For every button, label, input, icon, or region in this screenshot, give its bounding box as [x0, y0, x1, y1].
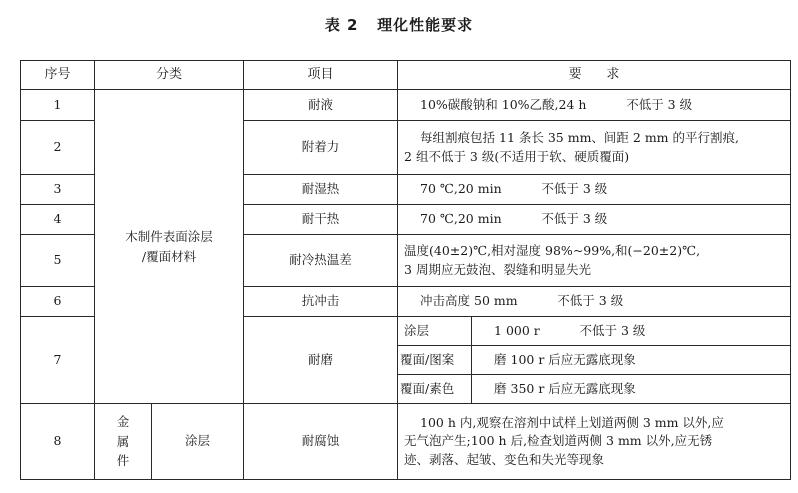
row-item: 耐腐蚀 — [244, 404, 398, 480]
row-requirement: 温度(40±2)℃,相对湿度 98%~99%,和(−20±2)℃, 3 周期应无鼓泡、裂缝和明显失光 — [398, 235, 791, 287]
header-requirement: 要 求 — [398, 61, 791, 90]
row-seq: 8 — [21, 404, 95, 480]
row-item: 耐冷热温差 — [244, 235, 398, 287]
row-seq: 4 — [21, 205, 95, 235]
subitem-requirement: 1 000 r 不低于 3 级 — [472, 317, 791, 346]
row-item: 耐液 — [244, 90, 398, 121]
category-metal: 金 属 件 — [95, 404, 152, 480]
subcategory-metal: 涂层 — [152, 404, 244, 480]
row-seq: 5 — [21, 235, 95, 287]
subitem-name: 涂层 — [398, 317, 472, 346]
row-seq: 2 — [21, 121, 95, 175]
requirements-table — [20, 60, 791, 480]
row-item: 耐湿热 — [244, 175, 398, 205]
row-item: 耐干热 — [244, 205, 398, 235]
header-seq: 序号 — [21, 61, 95, 90]
page-title: 表 2 理化性能要求 — [324, 16, 474, 34]
row-requirement: 10%碳酸钠和 10%乙酸,24 h 不低于 3 级 — [398, 90, 791, 121]
row-seq: 6 — [21, 287, 95, 317]
subitem-requirement: 磨 100 r 后应无露底现象 — [472, 346, 791, 375]
row-requirement: 100 h 内,观察在溶剂中试样上划道两侧 3 mm 以外,应 无气泡产生;100 h 后,检查划道两侧 3 mm 以外,应无锈 迹、剥落、起皱、变色和失光等现象 — [398, 404, 791, 480]
row-requirement: 每组割痕包括 11 条长 35 mm、间距 2 mm 的平行割痕, 2 组不低于 3 级(不适用于软、硬质覆面) — [398, 121, 791, 175]
table-row — [21, 404, 791, 480]
row-seq: 3 — [21, 175, 95, 205]
row-requirement: 冲击高度 50 mm 不低于 3 级 — [398, 287, 791, 317]
row-item: 附着力 — [244, 121, 398, 175]
header-item: 项目 — [244, 61, 398, 90]
subitem-name: 覆面/素色 — [398, 375, 472, 404]
row-seq: 1 — [21, 90, 95, 121]
table-row — [21, 90, 791, 121]
category-wood: 木制件表面涂层 /覆面材料 — [95, 90, 244, 404]
subitem-requirement: 磨 350 r 后应无露底现象 — [472, 375, 791, 404]
row-requirement: 70 ℃,20 min 不低于 3 级 — [398, 175, 791, 205]
subitem-name: 覆面/图案 — [398, 346, 472, 375]
row-requirement: 70 ℃,20 min 不低于 3 级 — [398, 205, 791, 235]
row-item: 抗冲击 — [244, 287, 398, 317]
row-item: 耐磨 — [244, 317, 398, 404]
table-header-row — [21, 61, 791, 90]
row-seq: 7 — [21, 317, 95, 404]
header-category: 分类 — [95, 61, 244, 90]
